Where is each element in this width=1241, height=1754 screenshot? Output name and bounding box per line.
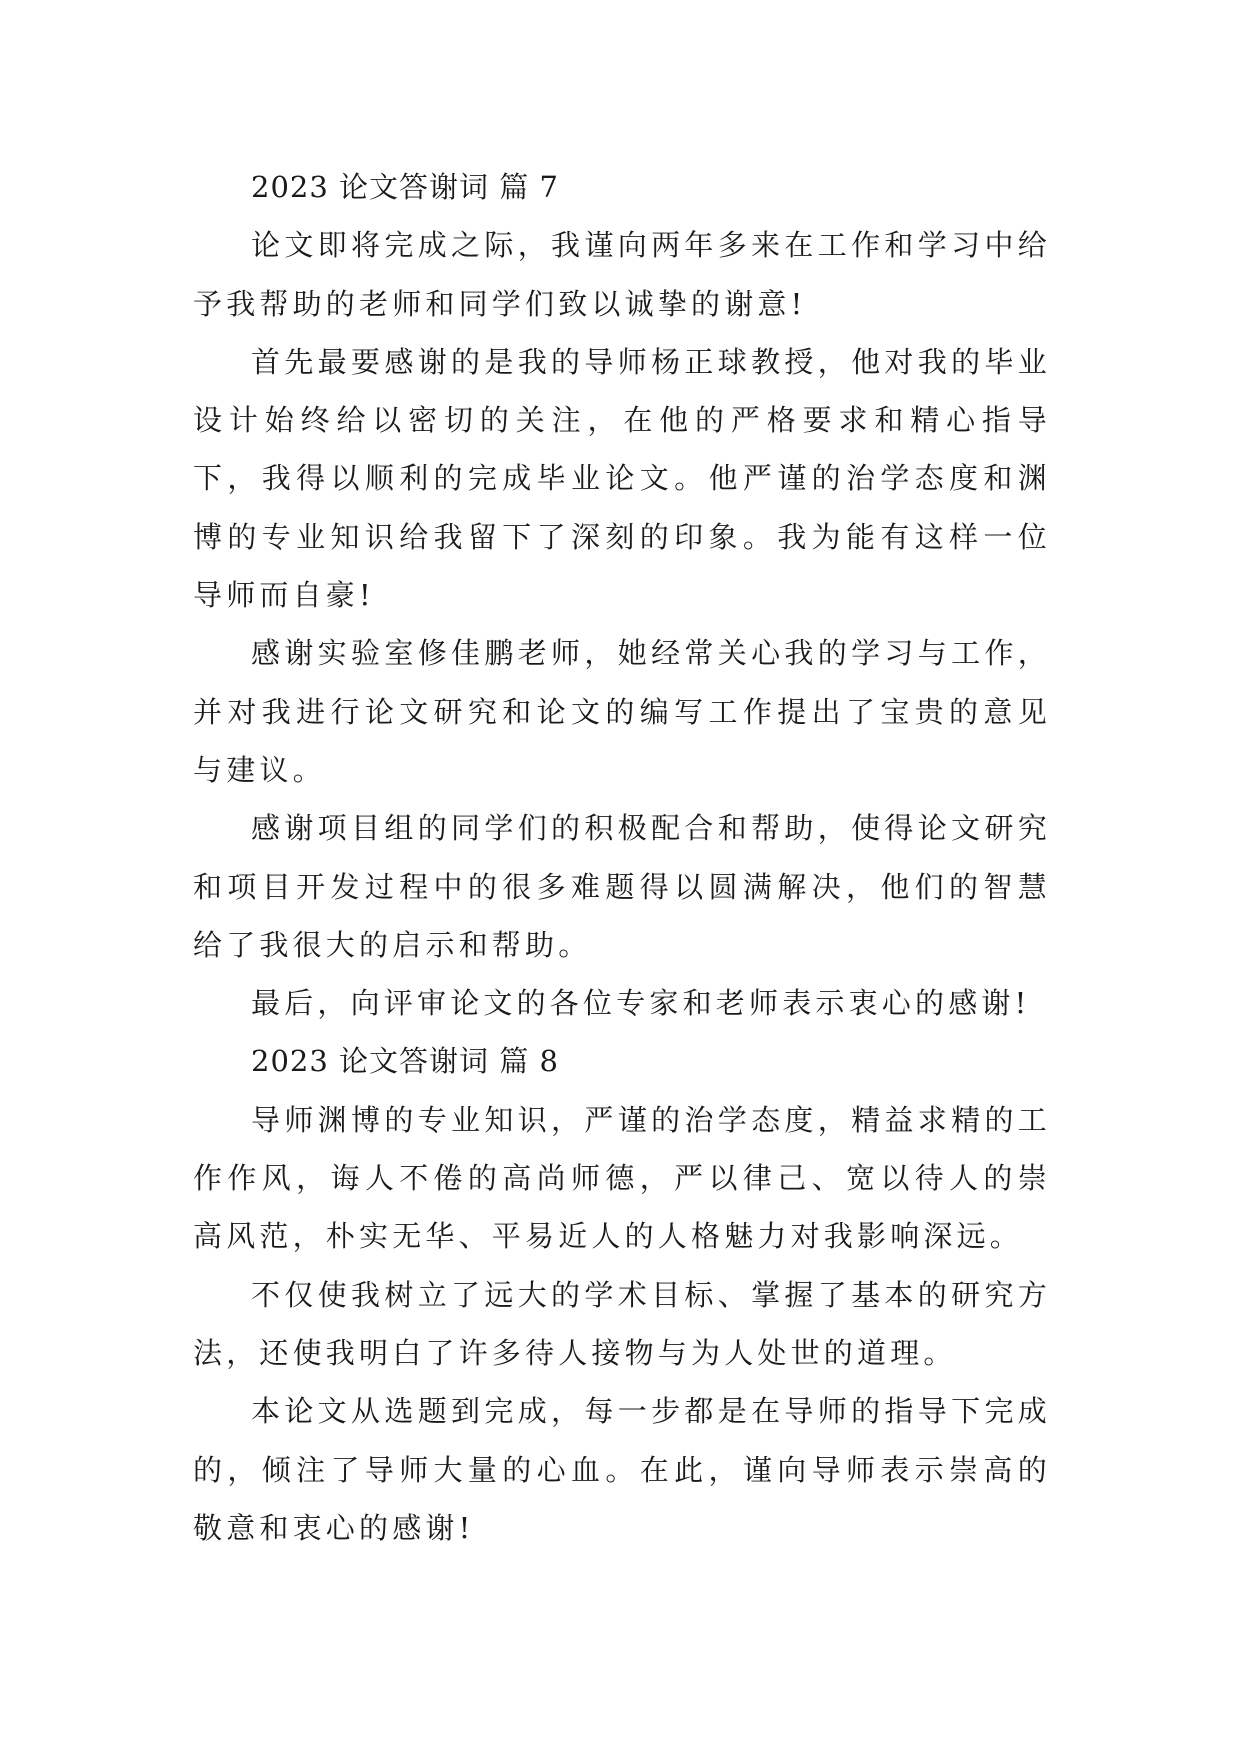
paragraph: 感谢实验室修佳鹏老师，她经常关心我的学习与工作，并对我进行论文研究和论文的编写工作提出了宝贵的意见与建议。 [193, 636, 1051, 787]
paragraph: 论文即将完成之际，我谨向两年多来在工作和学习中给予我帮助的老师和同学们致以诚挚的谢意! [193, 228, 1051, 321]
paragraph: 不仅使我树立了远大的学术目标、掌握了基本的研究方法，还使我明白了许多待人接物与为人处世的道理。 [193, 1277, 1051, 1370]
paragraph: 最后，向评审论文的各位专家和老师表示衷心的感谢! [251, 986, 1031, 1021]
section-heading-7: 2023 论文答谢词 篇 7 [251, 170, 559, 204]
paragraph: 导师渊博的专业知识，严谨的治学态度，精益求精的工作作风，诲人不倦的高尚师德，严以律己、宽以待人的崇高风范，朴实无华、平易近人的人格魅力对我影响深远。 [193, 1102, 1051, 1254]
paragraph: 首先最要感谢的是我的导师杨正球教授，他对我的毕业设计始终给以密切的关注，在他的严格要求和精心指导下，我得以顺利的完成毕业论文。他严谨的治学态度和渊博的专业知识给我留下了深刻的印象。我为能有这样一位导师而自豪! [193, 344, 1051, 613]
document-body [193, 158, 1051, 1557]
paragraph: 本论文从选题到完成，每一步都是在导师的指导下完成的，倾注了导师大量的心血。在此，谨向导师表示崇高的敬意和衷心的感谢! [193, 1394, 1051, 1545]
paragraph: 感谢项目组的同学们的积极配合和帮助，使得论文研究和项目开发过程中的很多难题得以圆满解决，他们的智慧给了我很大的启示和帮助。 [193, 811, 1051, 962]
section-heading-8: 2023 论文答谢词 篇 8 [251, 1044, 559, 1079]
